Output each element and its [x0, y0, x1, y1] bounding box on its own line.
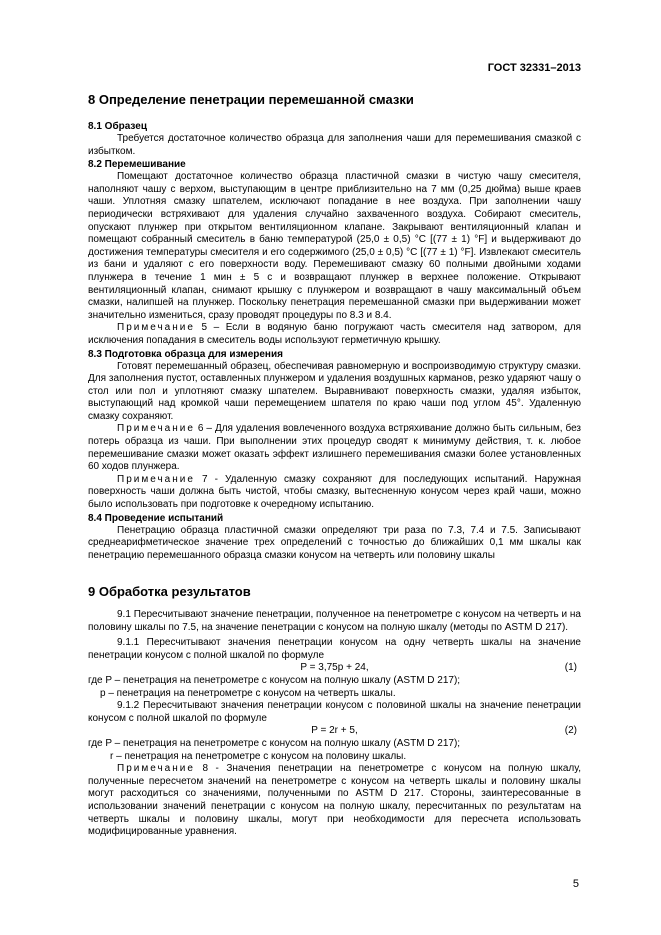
section-8-body — [88, 120, 581, 562]
subsection-8-1-title: 8.1 Образец — [88, 121, 147, 132]
subsection-8-3-text: Готовят перемешанный образец, обеспечивая равномерную и воспроизводимую структуру смазки. Для заполнения пустот, оставленных плунжером и удаления воздушных карманов, резко ударяют чашу о стол или пол и уплотняют смазку шпателем. Выравнивают поверхность смазки, удаляя избыток, выступающий над кромкой чаши перемещением шпателя по краю чаши под углом 45°. Удаленную смазку сохраняют. — [88, 360, 581, 422]
note-7: Примечание 7 - Удаленную смазку сохраняют для последующих испытаний. Наружная поверхность чаши должна быть чистой, чтобы смазку, вытесненную конусом через край чаши, можно было использовать при подготовке к очередному испытанию. — [88, 473, 581, 511]
section-8-title: 8 Определение пенетрации перемешанной смазки — [88, 92, 414, 107]
section-9-title: 9 Обработка результатов — [88, 584, 251, 599]
note-6: Примечание 6 – Для удаления вовлеченного воздуха встряхивание должно быть сильным, без потерь образца из чаши. При выполнении этих процедур сводят к минимуму действия, т. к. любое перемешивание смазки может оказать эффект излишнего перемешивания смазки более установленных 60 ходов плунжера. — [88, 423, 581, 473]
formula-1-where-small-p: p – пенетрация на пенетрометре с конусом на четверть шкалы. — [100, 687, 396, 699]
formula-1-where-p: где P – пенетрация на пенетрометре с конусом на полную шкалу (ASTM D 217); — [88, 674, 461, 686]
subsection-8-2-title: 8.2 Перемешивание — [88, 159, 186, 171]
formula-2-where-p: где P – пенетрация на пенетрометре с конусом на полную шкалу (ASTM D 217); — [88, 737, 461, 749]
subsection-8-2-text: Помещают достаточное количество образца пластичной смазки в чистую чашу смесителя, наполняют чашу с верхом, выступающим в центре приблизительно на 7 мм (0,25 дюйма) выше краев чаши. Уплотняя смазку шпателем, исключают попадание в нее воздуха. При заполнении чашу периодически встряхивают для удаления случайно захваченного воздуха. Собирают смеситель, опускают плунжер при открытом вентиляционном клапане. Закрывают вентиляционный клапан и помещают собранный смеситель в баню температурой (25,0 ± 0,5) °C [(77 ± 1) °F] и выдерживают до достижения температуры смесителя и его содержимого (25,0 ± 0,5) °C [(77 ± 1) °F]. Извлекают смеситель из бани и удаляют с его поверхности воду. Перемешивают смазку 60 полными двойными ходами плунжера в течение 1 мин ± 5 с и возвращают плунжер в верхнее положение. Открывают вентиляционный клапан, снимают крышку с плунжером и возвращают в чашу максимальный объем смазки, налипшей на плунжер. Поскольку пенетрация перемешанной смазки при выдерживании может значительно измениться, сразу проводят процедуры по 8.3 и 8.4. — [88, 171, 581, 321]
paragraph-9-1: 9.1 Пересчитывают значение пенетрации, полученное на пенетрометре с конусом на четверть и на половину шкалы по 7.5, на значение пенетрации с конусом на полную шкалу (методы по ASTM D 217). — [88, 609, 581, 633]
note-5: Примечание 5 – Если в водяную баню погружают часть смесителя над затвором, для исключения попадания в смеситель воды используют герметичную крышку. — [88, 322, 581, 346]
page-number: 5 — [572, 878, 579, 890]
paragraph-9-1-2: 9.1.2 Пересчитывают значения пенетрации конусом с половиной шкалы на значение пенетрации конусом с полной шкалой по формуле — [88, 700, 581, 724]
formula-1-expression: P = 3,75p + 24, — [300, 662, 369, 674]
subsection-8-1-text: Требуется достаточное количество образца для заполнения чаши для перемешивания смазкой с избытком. — [88, 133, 581, 157]
formula-2-number: (2) — [564, 725, 577, 737]
formula-1 — [88, 662, 581, 675]
formula-2 — [88, 725, 581, 738]
paragraph-9-1-1: 9.1.1 Пересчитывают значения пенетрации конусом на одну четверть шкалы на значение пенетрации конусом с полной шкалой по формуле — [88, 637, 581, 661]
formula-2-expression: P = 2r + 5, — [311, 725, 358, 737]
note-8: Примечание 8 - Значения пенетрации на пенетрометре с конусом на полную шкалу, полученные пересчетом значений на пенетрометре с конусом на четверть шкалы и половину шкалы могут расходиться со значениями, полученными по ASTM D 217. Стороны, заинтересованные в использовании значений пенетрации с конусом на полную шкалу, пересчитанных по результатам на четверть шкалы и половину шкалы, могут при необходимости для пересчета использовать модифицированные уравнения. — [88, 763, 582, 838]
subsection-8-4-title: 8.4 Проведение испытаний — [88, 512, 224, 524]
section-9-body — [88, 609, 581, 839]
formula-2-where-r: r – пенетрация на пенетрометре с конусом на половину шкалы. — [110, 750, 407, 762]
standard-header: ГОСТ 32331–2013 — [487, 62, 581, 74]
subsection-8-3-title: 8.3 Подготовка образца для измерения — [88, 348, 283, 360]
formula-1-number: (1) — [564, 662, 577, 674]
subsection-8-4-text: Пенетрацию образца пластичной смазки определяют три раза по 7.3, 7.4 и 7.5. Записывают среднеарифметическое значение трех определений с точностью до ближайших 0,1 мм шкалы как пенетрацию перемешанного образца смазки конусом на четверть или половину шкалы — [88, 524, 581, 561]
